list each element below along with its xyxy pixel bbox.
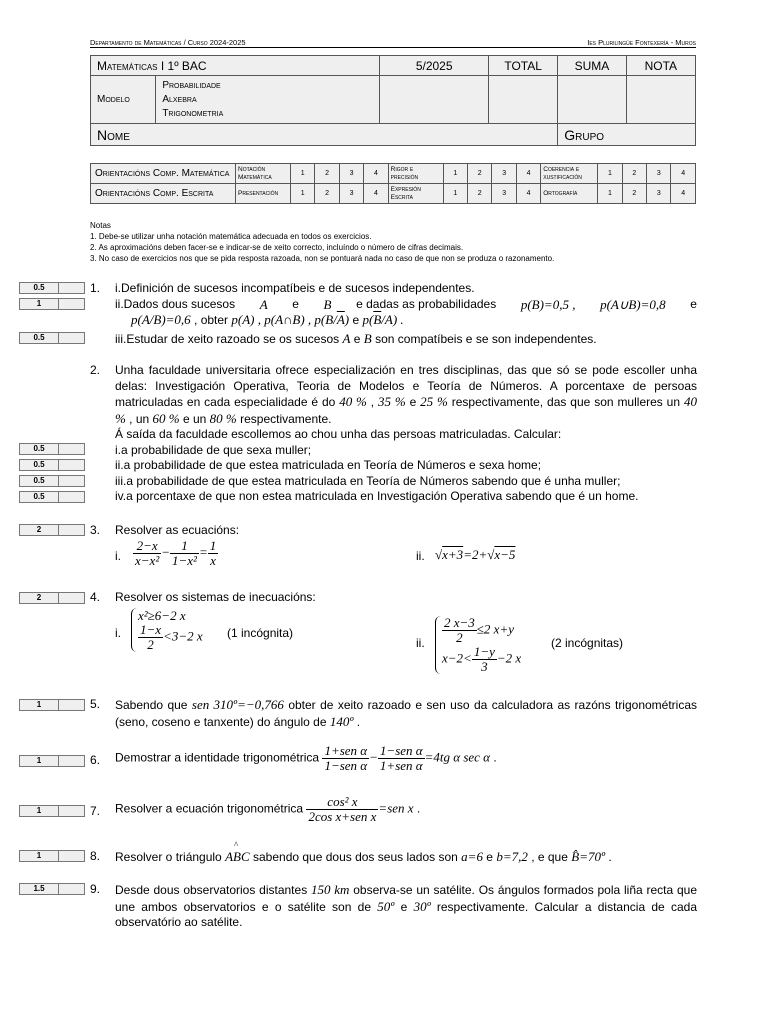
nome-field[interactable]: Nome: [91, 124, 558, 146]
q4-number: 4.: [90, 590, 101, 604]
score-box: [19, 883, 85, 895]
q1-text: son compatíbeis e se son independentes.: [375, 331, 597, 346]
q2-body: Unha faculdade universitaria ofrece especialización en tres disciplinas, das que só se pode escoller unha delas: Investigación Operativa, Teoria de Modelos e Teoría de Números. A porcentaxe de persoas matriculadas en cada especialidade é do 40 % , 35 % e 25 % respectivamente, das que son mulleres un 40 % , un 60 % e un 80 % respectivamente.: [115, 363, 697, 426]
rubric-row1-c1: Notación Matemática: [236, 164, 291, 184]
question-9: [115, 882, 697, 931]
q1-ii: ii.Dados dous sucesos A e B e dadas as probabilidades p(B)=0,5 , p(A∪B)=0,8 e: [115, 296, 697, 312]
department-header: Departamento de Matemáticas / Curso 2024-2025: [90, 38, 246, 47]
rubric-cell: 1: [443, 184, 467, 204]
q1-ii-text: ii.Dados dous sucesos: [115, 296, 236, 311]
score-value: 1: [20, 756, 59, 766]
rubric-row2-c3: Ortografía: [541, 184, 598, 204]
q2-percent: 80 %: [209, 410, 237, 426]
q1-text: e: [292, 296, 299, 311]
q9-text: e: [400, 899, 408, 914]
score-box: [19, 805, 85, 817]
q2-percent: 40 %: [339, 394, 367, 409]
q5-text: .: [356, 714, 361, 729]
q9-text: respectivamente. Calcular a distancia de cada observatório ao satélite.: [115, 899, 698, 929]
score-box: [19, 524, 85, 536]
q1-text: iii.Estudar de xeito razoado se os sucesos: [115, 331, 340, 346]
total-value: [488, 76, 557, 124]
q1-text: e: [353, 331, 361, 346]
q4-incognita: (1 incógnita): [227, 625, 294, 640]
q4-system2: $\frac{2 x-3}{2}$ ≤2 x+y x−2< $\frac{1-y}{3}$ −2 x: [435, 616, 521, 674]
score-value: 1: [20, 806, 59, 816]
rubric-row1-label: Orientacións Comp. Matemática: [91, 164, 236, 184]
q1-iii: iii.Estudar de xeito razoado se os sucesos A e B son compatíbeis e se son independentes.: [115, 330, 597, 346]
nota-value: [626, 76, 695, 124]
q1-number: 1.: [90, 281, 101, 295]
q3-label: i.: [115, 548, 121, 563]
rubric-cell: 3: [339, 184, 363, 204]
score-box: [19, 443, 85, 455]
score-box: [19, 298, 85, 310]
topics-cell: [156, 76, 380, 124]
q2-text2: Á saída da faculdade escollemos ao chou unha das persoas matriculadas. Calcular:: [115, 427, 562, 441]
rubric-row1-c2: Rigor e precisión: [388, 164, 443, 184]
q9-angle: 50º: [377, 898, 395, 914]
exam-info-table: [90, 55, 696, 146]
q8-text: sabendo que dous dos seus lados son: [253, 850, 458, 864]
q2-text: un: [192, 411, 207, 426]
q3-equations: [115, 539, 697, 575]
rubric-cell: 1: [291, 184, 315, 204]
q9-number: 9.: [90, 882, 101, 896]
rubric-cell: 2: [315, 164, 339, 184]
rubric-cell: 1: [598, 164, 622, 184]
q1-ii-cont: p(A/B)=0,6 , obter p(A) , p(A∩B) , $p(B/\overline{A})$ e $p(\overline{B}/A)$ .: [131, 312, 404, 327]
grupo-field[interactable]: Grupo: [558, 124, 696, 146]
q7-text: Resolver a ecuación trigonométrica: [115, 801, 304, 816]
question-3: [115, 523, 697, 575]
q4-label: ii.: [416, 635, 425, 650]
q3-label: ii.: [416, 548, 425, 563]
rubric-cell: 1: [291, 164, 315, 184]
score-value: 0.5: [20, 476, 59, 486]
rubric-cell: 4: [516, 184, 540, 204]
q9-distance: 150 km: [311, 882, 350, 897]
rubric-cell: 2: [468, 184, 492, 204]
score-box: [19, 491, 85, 503]
rubric-table: [90, 163, 696, 204]
score-box: [19, 850, 85, 862]
rubric-cell: 2: [622, 184, 646, 204]
rubric-cell: 4: [671, 164, 696, 184]
q4-label: i.: [115, 625, 121, 640]
q9-text: Desde dous observatorios distantes: [115, 883, 308, 897]
school-header: Ies Plurilingüe Fontexería - Muros: [587, 38, 696, 47]
q2-item: i.a probabilidade de que sexa muller;: [115, 442, 312, 457]
q4-systems: [115, 606, 697, 686]
note-item: 3. No caso de exercicios nos que se pida resposta razoada, non se pontuará nada no caso de que non se produza o razonamento.: [90, 254, 555, 263]
note-item: 1. Debe-se utilizar unha notación matemática adecuada en todos os exercicios.: [90, 232, 372, 241]
q3-number: 3.: [90, 523, 101, 537]
q2-percent: 25 %: [420, 394, 448, 409]
rubric-row1-c3: Coerencia e xustificación: [541, 164, 598, 184]
score-value: 1: [20, 700, 59, 710]
q4-title: Resolver os sistemas de inecuacións:: [115, 590, 316, 604]
subject-cell: Matemáticas I 1º BAC: [91, 56, 380, 76]
rubric-row2-c1: Presentación: [236, 184, 291, 204]
q2-percent: 40 %: [115, 394, 697, 426]
rubric-cell: 3: [492, 164, 516, 184]
rubric-row2-c2: Expresión Escrita: [388, 184, 443, 204]
rubric-cell: 3: [492, 184, 516, 204]
question-6: Demostrar a identidade trigonométrica $\frac{\text{1+sen α}}{\text{1−sen α}}$ − $\frac{\text{1−sen α}}{\text{1+sen α}}$ =4tg α sec α .: [115, 743, 497, 773]
score-value: 2: [20, 593, 59, 603]
rubric-cell: 3: [647, 184, 671, 204]
score-value: 0.5: [20, 444, 59, 454]
score-value: 0.5: [20, 283, 59, 293]
q2-text: Unha faculdade universitaria ofrece especialización en tres disciplinas, das que só se pode escoller unha delas: Investigación Operativa, Teoria de Modelos e Teoría de Números. A porcentaxe de persoas matriculadas en cada especialidade é do: [115, 363, 697, 409]
q8-text: Resolver o triángulo: [115, 850, 222, 864]
score-box: [19, 699, 85, 711]
q2-percent: 35 %: [378, 394, 406, 409]
modelo-label: Modelo: [91, 76, 156, 124]
question-1: [115, 281, 697, 347]
topic-trigonometria: Trigonometria: [162, 107, 224, 119]
score-box: [19, 475, 85, 487]
nota-cell: NOTA: [626, 56, 695, 76]
q9-angle: 30º: [413, 898, 431, 914]
score-value: 2: [20, 525, 59, 535]
question-2: [115, 363, 697, 505]
q3-eq2: √x+3=2+√x−5: [435, 546, 516, 562]
rubric-row2-label: Orientacións Comp. Escrita: [91, 184, 236, 204]
score-box: [19, 332, 85, 344]
total-cell: TOTAL: [488, 56, 557, 76]
q1-text: , obter: [194, 313, 229, 327]
q6-number: 6.: [90, 753, 101, 767]
score-box: [19, 459, 85, 471]
q5-text: Sabendo que: [115, 698, 188, 712]
q3-eq1: $\frac{2-x}{\text{x−x²}}$ − $\frac{1}{\text{1−x²}}$ = $\frac{1}{x}$: [135, 537, 217, 568]
question-4: [115, 590, 697, 686]
q2-text: respectivamente.: [240, 411, 332, 426]
rubric-cell: 2: [468, 164, 492, 184]
rubric-cell: 4: [516, 164, 540, 184]
rubric-cell: 3: [647, 164, 671, 184]
q5-angle: 140º: [329, 713, 354, 729]
score-box: [19, 755, 85, 767]
q7-number: 7.: [90, 804, 101, 818]
q6-text: Demostrar a identidade trigonométrica: [115, 750, 320, 765]
score-value: 0.5: [20, 460, 59, 470]
topic-probabilidade: Probabilidade: [162, 79, 221, 91]
q2-item: ii.a probabilidade de que estea matriculada en Teoría de Números e sexa home;: [115, 458, 542, 472]
rubric-cell: 4: [671, 184, 696, 204]
question-5: [115, 697, 697, 730]
q2-item: iii.a probabilidade de que estea matriculada en Teoría de Números sabendo que é unha muller;: [115, 473, 621, 488]
score-box: [19, 592, 85, 604]
q3-title: Resolver as ecuacións:: [115, 523, 240, 537]
rubric-cell: 1: [443, 164, 467, 184]
rubric-cell: 4: [364, 184, 388, 204]
notes-title: Notas: [90, 221, 111, 230]
rubric-cell: 3: [339, 164, 363, 184]
score-value: 0.5: [20, 333, 59, 343]
rubric-cell: 4: [364, 164, 388, 184]
q4-incognita: (2 incógnitas): [551, 635, 624, 650]
header-rule: [90, 47, 696, 48]
q9-text: observa-se un satélite. Os ángulos formados pola liña recta que une ambos observatorios e o satélite son de: [115, 883, 697, 914]
q5-equation: sen 310º=−0,766: [191, 697, 284, 712]
q2-text: respectivamente, das que son mulleres un: [451, 395, 681, 409]
suma-cell: SUMA: [558, 56, 626, 76]
q2-item: iv.a porcentaxe de que non estea matriculada en Investigación Operativa sabendo que é un home.: [115, 489, 639, 503]
q5-number: 5.: [90, 697, 101, 711]
question-8: Resolver o triángulo AB ^ C sabendo que dous dos seus lados son a=6 e b=7,2 , e que B̂=70º .: [115, 840, 612, 864]
q1-text: e: [690, 296, 697, 311]
rubric-cell: 2: [622, 164, 646, 184]
score-value: 1.5: [20, 884, 59, 894]
question-7: Resolver a ecuación trigonométrica $\frac{\text{cos² x}}{\text{2cos x+sen x}}$ =sen x .: [115, 794, 421, 824]
q1-text: e dadas as probabilidades: [356, 296, 497, 311]
q8-text: e: [486, 850, 493, 864]
rubric-cell: 1: [598, 184, 622, 204]
q8-number: 8.: [90, 849, 101, 863]
suma-value: [558, 76, 626, 124]
blank-cell: [380, 76, 489, 124]
q4-system1: x²≥6−2 x $\frac{1-x}{2}$ <3−2 x: [131, 608, 203, 653]
score-box: [19, 282, 85, 294]
score-value: 1: [20, 851, 59, 861]
q5-text: obter de xeito razoado e sen uso da calculadora as razóns trigonométricas (seno, coseno e tanxente) do ángulo de: [115, 698, 698, 729]
topic-alxebra: Alxebra: [162, 93, 197, 105]
q8-text: , e que: [531, 850, 568, 864]
q2-percent: 60 %: [152, 410, 180, 426]
notes-block: [90, 220, 554, 264]
score-value: 0.5: [20, 492, 59, 502]
q1-i: i.Definición de sucesos incompatíbeis e de sucesos independentes.: [115, 281, 475, 295]
date-cell: 5/2025: [380, 56, 489, 76]
rubric-cell: 2: [315, 184, 339, 204]
q2-number: 2.: [90, 363, 101, 377]
note-item: 2. As aproximacións deben facer-se e indicar-se de xeito correcto, incluíndo o número de cifras decimais.: [90, 243, 464, 252]
score-value: 1: [20, 299, 59, 309]
